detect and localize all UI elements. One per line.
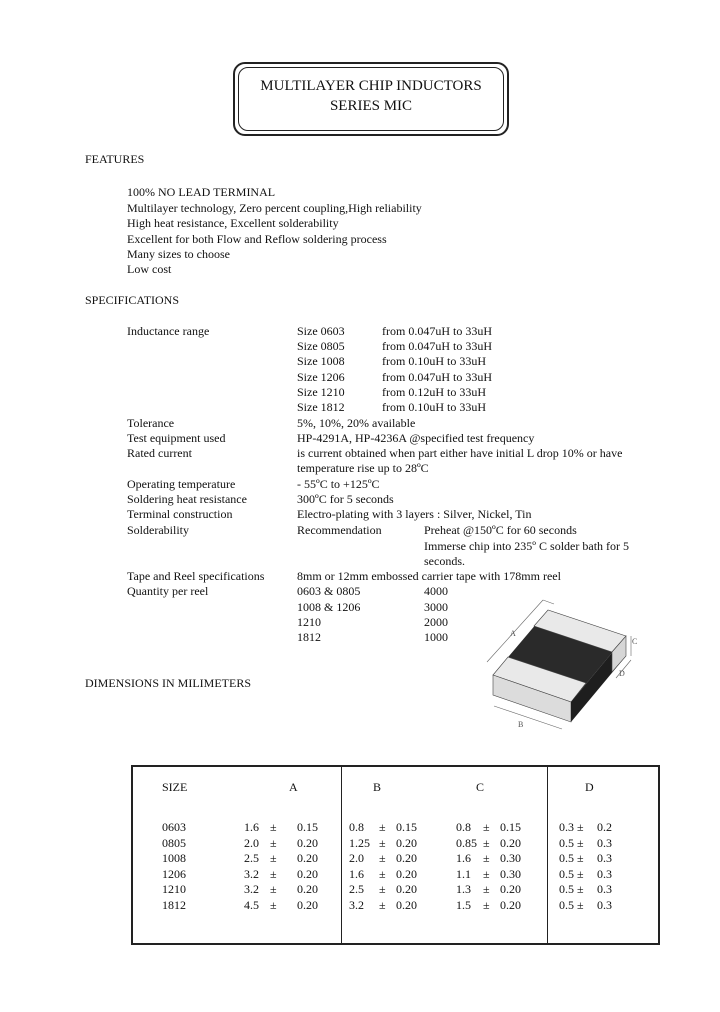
dim-cell-c: 0.85 <box>456 835 477 850</box>
plus-minus-sign: ± <box>270 820 277 834</box>
inductance-range: from 0.047uH to 33uH <box>382 324 492 338</box>
dim-cell-c-tol: 0.20 <box>500 835 521 850</box>
plus-minus-sign: ± <box>577 835 584 850</box>
dim-cell-size: 1812 <box>162 897 186 912</box>
dim-cell-b-tol: 0.20 <box>396 851 417 865</box>
dim-cell-d: 0.5 <box>559 897 574 912</box>
header-c: C <box>476 780 485 794</box>
inductance-size: Size 0805 <box>297 339 345 353</box>
quantity-value: 4000 <box>424 584 448 598</box>
quantity-value: 2000 <box>424 615 448 629</box>
dim-cell-b: 3.2 <box>349 897 364 912</box>
plus-minus-sign: ± <box>577 820 584 834</box>
dim-cell-a: 3.2 <box>244 866 259 881</box>
diagram-label-c: C <box>632 637 638 646</box>
dim-cell-a: 2.5 <box>244 851 259 865</box>
diagram-label-b: B <box>518 720 524 729</box>
quantity-size: 1210 <box>297 615 321 629</box>
plus-minus-sign: ± <box>483 835 490 850</box>
terminal-value: Electro-plating with 3 layers : Silver, Nickel, Tin <box>297 507 532 521</box>
test-equipment-value: HP-4291A, HP-4236A @specified test frequency <box>297 431 535 445</box>
title-box <box>233 62 509 136</box>
header-a: A <box>289 780 298 794</box>
plus-minus-sign: ± <box>577 851 584 865</box>
dim-cell-d-tol: 0.3 <box>597 851 612 865</box>
dim-cell-b-tol: 0.20 <box>396 897 417 912</box>
dim-cell-c: 1.3 <box>456 882 471 896</box>
plus-minus-sign: ± <box>483 820 490 834</box>
plus-minus-sign: ± <box>483 851 490 865</box>
dim-cell-b: 0.8 <box>349 820 364 834</box>
chip-inductor-diagram <box>480 598 640 746</box>
dim-cell-b-tol: 0.20 <box>396 866 417 881</box>
dim-cell-a: 4.5 <box>244 897 259 912</box>
dim-cell-a: 2.0 <box>244 835 259 850</box>
dim-cell-d-tol: 0.3 <box>597 866 612 881</box>
dim-cell-d: 0.3 <box>559 820 574 834</box>
dim-cell-c: 1.6 <box>456 851 471 865</box>
feature-item: Low cost <box>127 262 172 276</box>
feature-item: 100% NO LEAD TERMINAL <box>127 185 276 199</box>
solder-heat-value: 300ºC for 5 seconds <box>297 492 394 506</box>
rated-current-label: Rated current <box>127 446 192 460</box>
dim-cell-c-tol: 0.30 <box>500 851 521 865</box>
dim-cell-c-tol: 0.20 <box>500 882 521 896</box>
dim-cell-size: 1206 <box>162 866 186 881</box>
dim-cell-b: 1.6 <box>349 866 364 881</box>
diagram-label-d: D <box>619 669 625 678</box>
table-divider <box>341 765 342 943</box>
header-b: B <box>373 780 382 794</box>
feature-item: Multilayer technology, Zero percent coupling,High reliability <box>127 201 422 215</box>
test-equipment-label: Test equipment used <box>127 431 226 445</box>
quantity-label: Quantity per reel <box>127 584 209 598</box>
tolerance-label: Tolerance <box>127 416 175 430</box>
rated-current-line2: temperature rise up to 28ºC <box>297 461 429 475</box>
table-divider <box>547 765 548 943</box>
dim-cell-b-tol: 0.15 <box>396 820 417 834</box>
dim-cell-c-tol: 0.30 <box>500 866 521 881</box>
solderability-rec: Recommendation <box>297 523 382 537</box>
quantity-value: 3000 <box>424 600 448 614</box>
dim-cell-d: 0.5 <box>559 882 574 896</box>
dim-cell-b: 2.5 <box>349 882 364 896</box>
plus-minus-sign: ± <box>483 882 490 896</box>
inductance-range: from 0.12uH to 33uH <box>382 385 486 399</box>
plus-minus-sign: ± <box>379 866 386 881</box>
title-line-2: SERIES MIC <box>329 98 413 114</box>
inductance-size: Size 0603 <box>297 324 345 338</box>
inductance-range: from 0.047uH to 33uH <box>382 339 492 353</box>
plus-minus-sign: ± <box>483 897 490 912</box>
inductance-size: Size 1008 <box>297 354 345 368</box>
plus-minus-sign: ± <box>577 882 584 896</box>
plus-minus-sign: ± <box>270 897 277 912</box>
title-line-1: MULTILAYER CHIP INDUCTORS <box>260 78 482 94</box>
dim-cell-d-tol: 0.2 <box>597 820 612 834</box>
plus-minus-sign: ± <box>270 882 277 896</box>
rated-current-line1: is current obtained when part either have initial L drop 10% or have <box>297 446 623 460</box>
feature-item: Many sizes to choose <box>127 247 230 261</box>
tolerance-value: 5%, 10%, 20% available <box>297 416 416 430</box>
dim-cell-c-tol: 0.20 <box>500 897 521 912</box>
plus-minus-sign: ± <box>270 851 277 865</box>
inductance-range: from 0.10uH to 33uH <box>382 354 486 368</box>
feature-item: Excellent for both Flow and Reflow soldering process <box>127 232 387 246</box>
operating-temp-value: - 55ºC to +125ºC <box>297 477 380 491</box>
dim-cell-b: 2.0 <box>349 851 364 865</box>
terminal-label: Terminal construction <box>127 507 233 521</box>
dim-cell-d-tol: 0.3 <box>597 897 612 912</box>
plus-minus-sign: ± <box>379 835 386 850</box>
features-heading: FEATURES <box>85 152 145 166</box>
dim-cell-a-tol: 0.15 <box>297 820 318 834</box>
quantity-size: 1812 <box>297 630 321 644</box>
solderability-line1: Preheat @150ºC for 60 seconds <box>424 523 577 537</box>
dim-cell-size: 1008 <box>162 851 186 865</box>
inductance-label: Inductance range <box>127 324 210 338</box>
dim-cell-size: 0805 <box>162 835 186 850</box>
dim-cell-b: 1.25 <box>349 835 370 850</box>
dim-cell-d-tol: 0.3 <box>597 835 612 850</box>
quantity-size: 0603 & 0805 <box>297 584 361 598</box>
plus-minus-sign: ± <box>577 897 584 912</box>
dim-cell-d: 0.5 <box>559 866 574 881</box>
feature-item: High heat resistance, Excellent solderability <box>127 216 339 230</box>
dim-cell-a-tol: 0.20 <box>297 866 318 881</box>
plus-minus-sign: ± <box>379 897 386 912</box>
dim-cell-a-tol: 0.20 <box>297 897 318 912</box>
inductance-size: Size 1210 <box>297 385 345 399</box>
tape-reel-value: 8mm or 12mm embossed carrier tape with 178mm reel <box>297 569 561 583</box>
plus-minus-sign: ± <box>270 866 277 881</box>
dim-cell-a: 1.6 <box>244 820 259 834</box>
solder-heat-label: Soldering heat resistance <box>127 492 247 506</box>
dim-cell-d: 0.5 <box>559 851 574 865</box>
dimensions-heading: DIMENSIONS IN MILIMETERS <box>85 676 251 690</box>
operating-temp-label: Operating temperature <box>127 477 236 491</box>
dim-cell-b-tol: 0.20 <box>396 835 417 850</box>
dim-cell-size: 0603 <box>162 820 186 834</box>
dim-cell-a-tol: 0.20 <box>297 835 318 850</box>
dim-cell-d: 0.5 <box>559 835 574 850</box>
dim-cell-a-tol: 0.20 <box>297 851 318 865</box>
plus-minus-sign: ± <box>577 866 584 881</box>
dim-cell-a-tol: 0.20 <box>297 882 318 896</box>
dim-cell-d-tol: 0.3 <box>597 882 612 896</box>
header-d: D <box>585 780 594 794</box>
inductance-range: from 0.047uH to 33uH <box>382 370 492 384</box>
specifications-heading: SPECIFICATIONS <box>85 293 180 307</box>
dim-cell-c: 1.1 <box>456 866 471 881</box>
dim-cell-size: 1210 <box>162 882 186 896</box>
diagram-label-a: A <box>510 629 516 638</box>
dim-cell-c: 0.8 <box>456 820 471 834</box>
dim-cell-b-tol: 0.20 <box>396 882 417 896</box>
solderability-line3: seconds. <box>424 554 465 568</box>
tape-reel-label: Tape and Reel specifications <box>127 569 265 583</box>
plus-minus-sign: ± <box>379 851 386 865</box>
dim-cell-a: 3.2 <box>244 882 259 896</box>
dim-cell-c: 1.5 <box>456 897 471 912</box>
solderability-line2: Immerse chip into 235º C solder bath for 5 <box>424 539 630 553</box>
plus-minus-sign: ± <box>379 820 386 834</box>
header-size: SIZE <box>162 780 188 794</box>
quantity-value: 1000 <box>424 630 448 644</box>
dim-cell-c-tol: 0.15 <box>500 820 521 834</box>
solderability-label: Solderability <box>127 523 189 537</box>
plus-minus-sign: ± <box>270 835 277 850</box>
plus-minus-sign: ± <box>379 882 386 896</box>
quantity-size: 1008 & 1206 <box>297 600 361 614</box>
inductance-range: from 0.10uH to 33uH <box>382 400 486 414</box>
inductance-size: Size 1206 <box>297 370 345 384</box>
plus-minus-sign: ± <box>483 866 490 881</box>
inductance-size: Size 1812 <box>297 400 345 414</box>
